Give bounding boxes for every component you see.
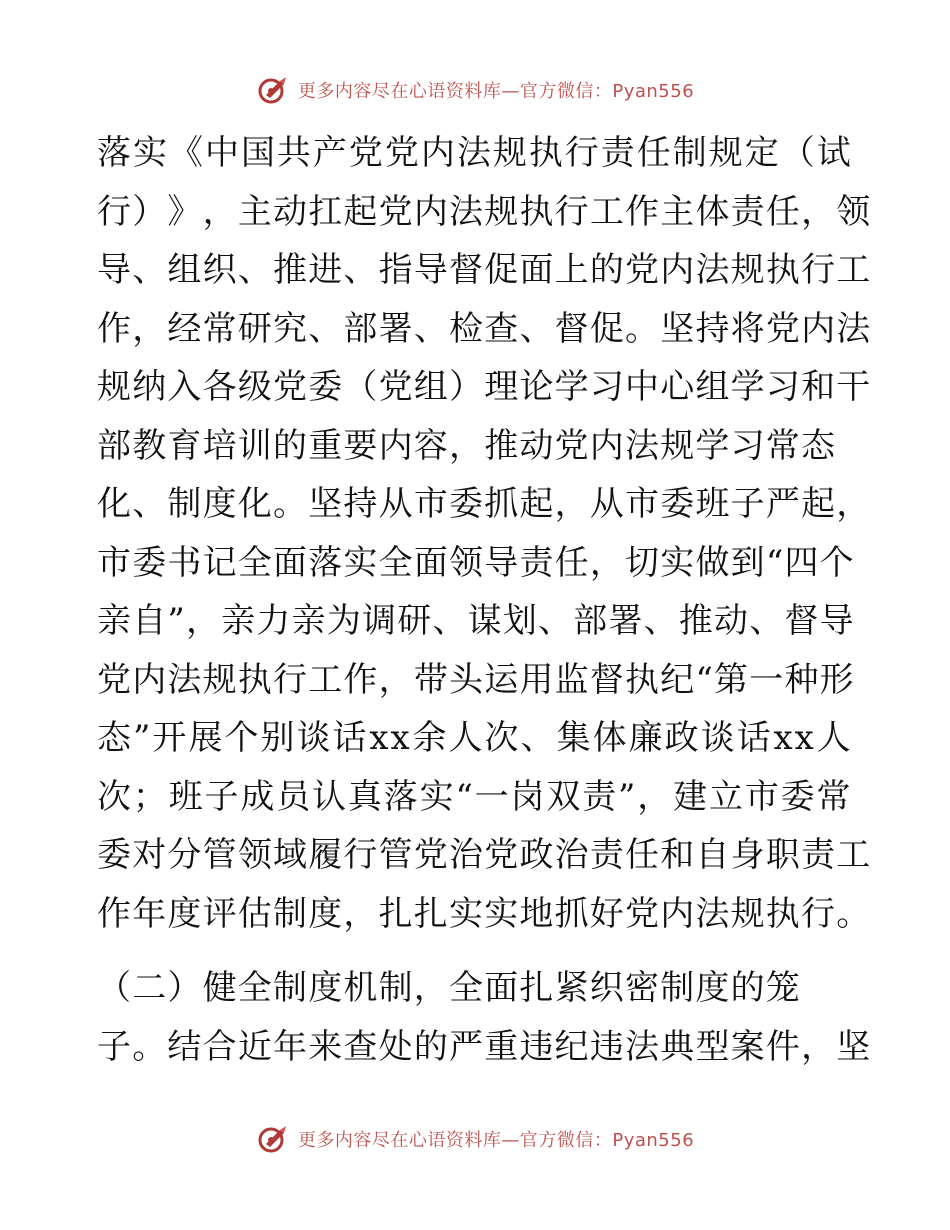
paragraph-1 (97, 124, 872, 943)
text-line: 落 实 《 中 国 共 产 党 党 内 法 规 执 行 责 任 制 规 定 （ 试 (97, 133, 852, 173)
text-line: 规 纳 入 各 级 党 委 （ 党 组 ） 理 论 学 习 中 心 组 学 习 和 干 (97, 367, 872, 407)
text-line: 亲 自 ” ， 亲 力 亲 为 调 研 、 谋 划 、 部 署 、 推 动 、 督 导 (97, 601, 855, 641)
text-line: （二）健全制度机制，全面扎紧织密制度的笼 (97, 968, 801, 1008)
text-line: 化 、 制 度 化 。 坚 持 从 市 委 抓 起 ， 从 市 委 班 子 严 起 ， (97, 484, 872, 524)
text-line: 市 委 书 记 全 面 落 实 全 面 领 导 责 任 ， 切 实 做 到 “ 四 个 (97, 542, 855, 583)
text-line: 态 ” 开 展 个 别 谈 话 x x 余 人 次 、 集 体 廉 政 谈 话 x x 人 (97, 718, 852, 758)
watermark-text: 更多内容尽在心语资料库—官方微信：Pyan556 (297, 81, 695, 102)
header-watermark (0, 75, 950, 105)
text-line: 行 ） 》 ， 主 动 扛 起 党 内 法 规 执 行 工 作 主 体 责 任 ， 领 (97, 191, 872, 232)
text-line: 党 内 法 规 执 行 工 作 ， 带 头 运 用 监 督 执 纪 “ 第 一 种 形 (97, 659, 855, 700)
footer-watermark (0, 1124, 950, 1154)
paragraph-2 (97, 959, 872, 1076)
document-body (97, 124, 872, 1076)
text-line: 作 ， 经 常 研 究 、 部 署 、 检 查 、 督 促 。 坚 持 将 党 内 法 (97, 308, 872, 349)
text-line: 子 。 结 合 近 年 来 查 处 的 严 重 违 纪 违 法 典 型 案 件 ， 坚 (97, 1026, 872, 1067)
text-line: 导 、 组 织 、 推 进 、 指 导 督 促 面 上 的 党 内 法 规 执 行 工 (97, 250, 872, 290)
watermark-logo-icon (256, 1124, 290, 1154)
text-line: 作年度评估制度，扎扎实实地抓好党内法规执行。 (97, 893, 872, 934)
watermark-logo-icon (256, 75, 290, 105)
watermark-text: 更多内容尽在心语资料库—官方微信：Pyan556 (297, 1130, 695, 1151)
text-line: 委 对 分 管 领 域 履 行 管 党 治 党 政 治 责 任 和 自 身 职 责 工 (97, 835, 872, 875)
text-line: 部教育培训的重要内容，推动党内法规学习常态 (97, 425, 837, 466)
text-line: 次 ； 班 子 成 员 认 真 落 实 “ 一 岗 双 责 ” ， 建 立 市 委 常 (97, 776, 852, 817)
